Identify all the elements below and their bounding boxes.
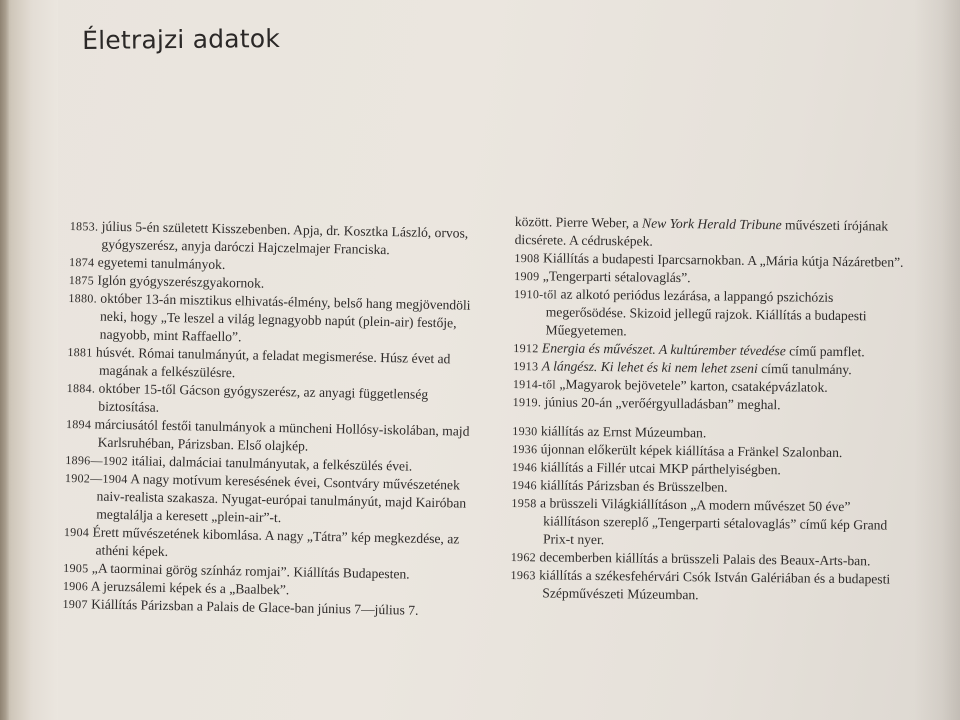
entry-text: július 5-én született Kisszebenben. Apja, dr. Kosztka László, orvos, gyógyszerész, anyja daróczi Hajczelmajer Franciska. — [101, 218, 469, 258]
chronology-left-column — [62, 217, 490, 621]
entry-year: 1914-től — [512, 376, 557, 392]
entry-text: „Magyarok bejövetele” karton, csataképvázlatok. — [559, 376, 828, 395]
entry-text: „Tengerparti sétalovaglás”. — [542, 268, 691, 286]
entry-text: A nagy motívum keresésének évei, Csontváry művészetének naiv-realista szakasza. Nyugat-európai tanulmányút, majd Kairóban megtalálja a keresett „plein-air”-t. — [96, 471, 467, 526]
previous-page-edge — [0, 0, 9, 720]
life-entries-list — [513, 249, 913, 416]
entry-text: az alkotó periódus lezárása, a lappangó pszichózis megerősödése. Skizoid jellegű rajzok. Kiállítás a budapesti Műegyetemen. — [545, 286, 867, 339]
entry-year: 1910-től — [513, 286, 558, 302]
entry-text: Kiállítás a budapesti Iparcsarnokban. A „Mária kútja Názáretben”. — [542, 250, 904, 270]
entry-year: 1946 — [511, 459, 538, 475]
chronology-entry — [64, 469, 485, 531]
entry-work-title: A lángész. Ki lehet és ki nem lehet zseni — [541, 358, 758, 376]
posthumous-entries-list — [510, 422, 910, 607]
entry-year: 1874 — [69, 254, 95, 270]
continued-entry-1907 — [515, 213, 913, 254]
entry-year: 1907 — [62, 596, 88, 612]
entry-year: 1912 — [513, 340, 539, 356]
page-title: Életrajzi adatok — [82, 23, 281, 55]
continued-text-post: művészeti írójának dicsérete. A cédrusképek. — [514, 217, 889, 249]
entry-text: A jeruzsálemi képek és a „Baalbek”. — [90, 578, 290, 598]
chronology-entry — [510, 566, 908, 607]
entry-year: 1853. — [69, 218, 99, 234]
entry-year: 1913 — [513, 358, 539, 374]
entry-year: 1894 — [65, 416, 92, 432]
entry-year: 1906 — [62, 578, 89, 594]
entry-text: Iglón gyógyszerészgyakornok. — [97, 272, 265, 291]
entry-text: című pamflet. — [785, 343, 865, 360]
entry-year: 1905 — [63, 560, 89, 576]
entry-year: 1875 — [68, 272, 95, 288]
entry-text: kiállítás Párizsban és Brüsszelben. — [540, 477, 728, 495]
entry-text: itáliai, dalmáciai tanulmányutak, a felkészülés évei. — [131, 453, 413, 474]
entry-text: húsvét. Római tanulmányút, a feladat megismerése. Húsz évet ad magának a felkészülésre. — [95, 344, 451, 381]
entry-text: kiállítás az Ernst Múzeumban. — [540, 423, 707, 441]
entry-year: 1880. — [68, 290, 98, 306]
entry-text: újonnan előkerült képek kiállítása a Fränkel Szalonban. — [540, 441, 843, 461]
entry-text: márciusától festői tanulmányok a müncheni Hollósy-iskolában, majd Karlsruhéban, Párizsban. Első olajkép. — [94, 416, 470, 454]
entry-year: 1896—1902 — [65, 452, 129, 469]
continued-text-pre: között. Pierre Weber, a — [514, 213, 643, 231]
chronology-entry — [68, 289, 489, 351]
entry-year: 1958 — [511, 495, 537, 511]
entry-year: 1884. — [66, 380, 96, 396]
chronology-entry — [511, 494, 910, 553]
entry-year: 1936 — [512, 441, 538, 457]
entry-year: 1908 — [514, 250, 540, 266]
entry-text: egyetemi tanulmányok. — [97, 254, 226, 272]
entry-text: című tanulmány. — [757, 360, 852, 378]
entry-year: 1904 — [63, 524, 90, 540]
entry-text: október 13-án misztikus elhivatás-élmény, belső hang megjövendöli neki, hogy „Te leszel a világ legnagyobb napút (plein-air) festője, nagyobb, mint Raffaello”. — [99, 290, 471, 345]
page-shadow — [914, 0, 960, 720]
entry-year: 1962 — [510, 549, 537, 565]
entry-year: 1919. — [512, 394, 542, 410]
entry-text: kiállítás a székesfehérvári Csók István Galériában és a budapesti Szépművészeti Múzeumban. — [539, 567, 891, 603]
entry-year: 1902—1904 — [64, 470, 128, 487]
entry-text: június 20-án „verőérgyulladásban” meghal. — [544, 394, 781, 413]
entry-year: 1963 — [510, 567, 536, 583]
chronology-right-column — [510, 213, 913, 607]
entry-year: 1946 — [511, 477, 537, 493]
entry-text: október 15-től Gácson gyógyszerész, az anyagi függetlenség biztosítása. — [98, 380, 429, 415]
entry-text: Érett művészetének kibomlása. A nagy „Tátra” kép megkezdése, az athéni képek. — [92, 524, 460, 559]
entry-text: a brüsszeli Világkiállításon „A modern művészet 50 éve” kiállításon szereplő „Tengerparti sétalovaglás” című kép Grand Prix-t nyer. — [539, 495, 888, 548]
entry-year: 1909 — [514, 268, 540, 284]
newspaper-title: New York Herald Tribune — [641, 215, 782, 233]
entry-year: 1881 — [67, 344, 93, 360]
chronology-entry — [513, 285, 912, 344]
entry-text: Kiállítás Párizsban a Palais de Glace-ban június 7—július 7. — [91, 596, 419, 618]
entry-work-title: Energia és művészet. A kultúrember tévedése — [541, 340, 786, 359]
entry-text: decemberben kiállítás a brüsszeli Palais des Beaux-Arts-ban. — [539, 549, 871, 569]
entry-year: 1930 — [512, 423, 538, 439]
entry-text: „A taorminai görög színház romjai”. Kiállítás Budapesten. — [91, 560, 410, 582]
entry-text: kiállítás a Fillér utcai MKP párthelyiségben. — [540, 459, 781, 478]
